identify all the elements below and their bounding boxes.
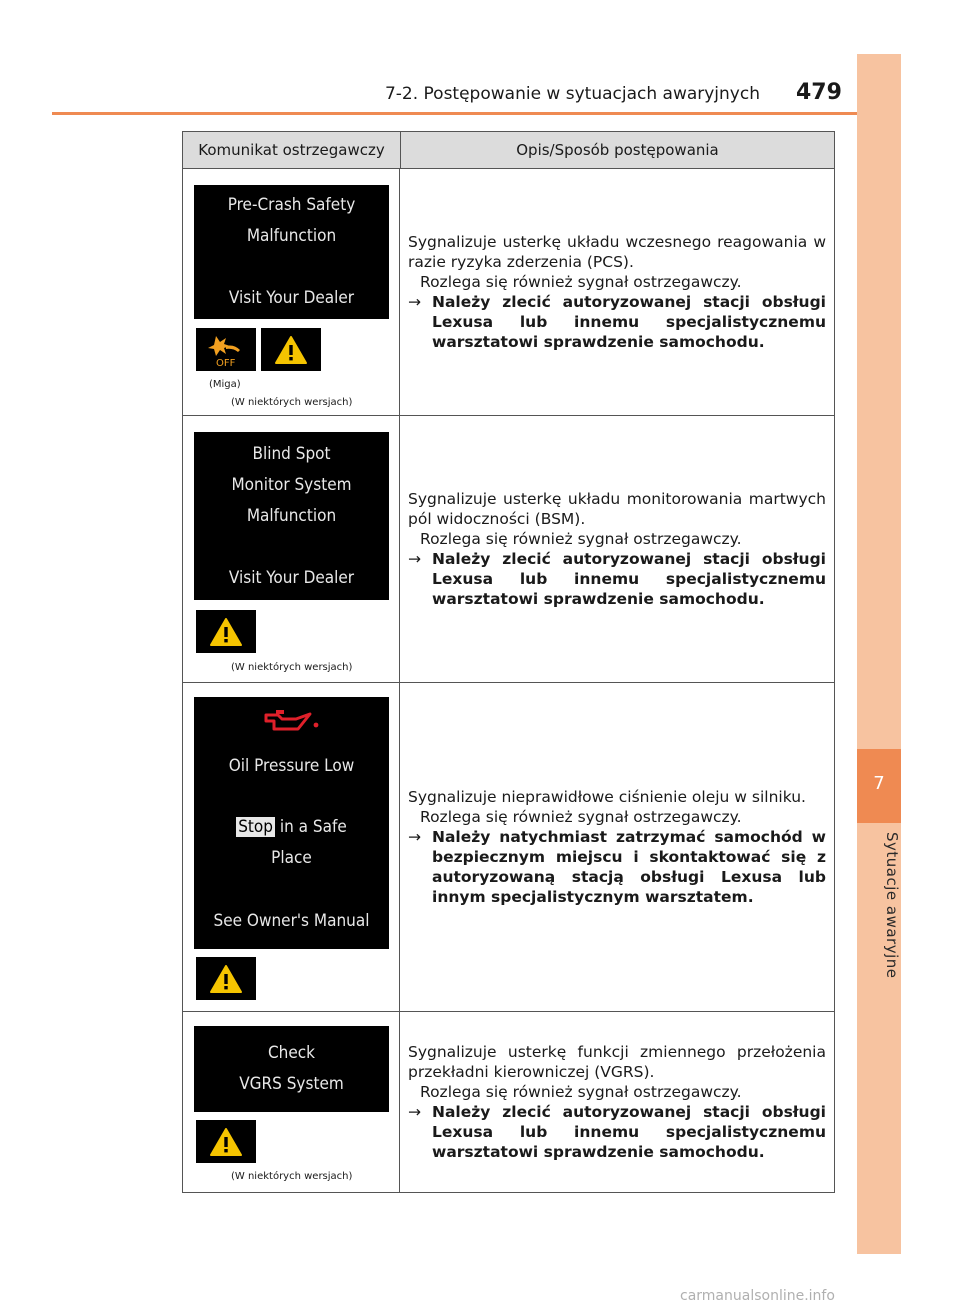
master-warning-indicator [261, 328, 321, 371]
versions-note: (W niektórych wersjach) [231, 1171, 353, 1182]
description-text: Sygnalizuje usterkę układu wczesnego reagowania w razie ryzyka zderzenia (PCS). [408, 233, 826, 271]
screen-line: Malfunction [246, 226, 337, 246]
column-header-description: Opis/Sposób postępowania [516, 141, 719, 159]
description-cell [400, 416, 834, 682]
screen-text: in a Safe [275, 817, 347, 837]
action-instruction [408, 1102, 826, 1162]
pcs-off-icon [204, 332, 248, 368]
message-cell [183, 683, 400, 1011]
message-cell [183, 1012, 400, 1192]
section-title: 7-2. Postępowanie w sytuacjach awaryjnych [384, 84, 760, 104]
screen-line: Pre-Crash Safety [227, 195, 356, 215]
description-cell [400, 683, 834, 1011]
screen-line: Monitor System [231, 474, 352, 495]
buzzer-text: Rozlega się również sygnał ostrzegawczy. [420, 530, 742, 548]
versions-note: (W niektórych wersjach) [231, 397, 353, 408]
chapter-number: 7 [857, 749, 901, 823]
table-row [183, 1012, 834, 1192]
message-cell [183, 169, 400, 415]
watermark: carmanualsonline.info [680, 1288, 835, 1304]
action-text: Należy zlecić autoryzowanej stacji obsługi Lexusa lub innemu specjalistycznemu warsztatowi sprawdzenie samochodu. [432, 1103, 826, 1161]
display-screen [194, 432, 389, 600]
versions-note: (W niektórych wersjach) [231, 662, 353, 673]
screen-line: Malfunction [246, 505, 337, 526]
column-header-message: Komunikat ostrzegawczy [183, 132, 401, 168]
warning-triangle-icon [274, 335, 308, 365]
table-row [183, 169, 834, 416]
description-text: Sygnalizuje usterkę układu monitorowania martwych pól widoczności (BSM). [408, 490, 826, 528]
master-warning-indicator [196, 957, 256, 1000]
arrow-icon: → [408, 1103, 421, 1121]
action-text: Należy zlecić autoryzowanej stacji obsługi Lexusa lub innemu specjalistycznemu warsztatowi sprawdzenie samochodu. [432, 550, 826, 608]
screen-line: See Owner's Manual [213, 911, 370, 931]
screen-line: Oil Pressure Low [228, 756, 355, 776]
stop-word: Stop [238, 817, 273, 837]
display-screen [194, 1026, 389, 1112]
buzzer-text: Rozlega się również sygnał ostrzegawczy. [420, 808, 742, 826]
page-number: 479 [796, 80, 842, 105]
action-text: Należy zlecić autoryzowanej stacji obsługi Lexusa lub innemu specjalistycznemu warsztatowi sprawdzenie samochodu. [432, 293, 826, 351]
master-warning-indicator [196, 610, 256, 653]
description-cell [400, 1012, 834, 1192]
arrow-icon: → [408, 828, 421, 846]
description-cell [400, 169, 834, 415]
buzzer-text: Rozlega się również sygnał ostrzegawczy. [420, 273, 742, 291]
master-warning-indicator [196, 1120, 256, 1163]
pcs-off-label: OFF [216, 357, 236, 368]
arrow-icon: → [408, 293, 421, 311]
screen-line: Check [267, 1043, 316, 1063]
pcs-off-indicator [196, 328, 256, 371]
action-instruction [408, 292, 826, 352]
action-instruction [408, 549, 826, 609]
screen-line: Blind Spot [252, 443, 331, 464]
screen-line-stop [236, 812, 347, 843]
description-text: Sygnalizuje usterkę funkcji zmiennego przełożenia przekładni kierowniczej (VGRS). [408, 1043, 826, 1081]
table-row [183, 683, 834, 1012]
chapter-tab [857, 54, 901, 1254]
arrow-icon: → [408, 550, 421, 568]
table-row [183, 416, 834, 683]
screen-line: Visit Your Dealer [228, 567, 355, 588]
header-divider [52, 112, 900, 115]
action-instruction [408, 827, 826, 907]
blink-note: (Miga) [209, 379, 241, 390]
display-screen [194, 185, 389, 319]
action-text: Należy natychmiast zatrzymać samochód w bezpiecznym miejscu i skontaktować się z autoryzowaną stacją obsługi Lexusa lub innym specjalistycznym warsztatem. [432, 828, 826, 906]
buzzer-text: Rozlega się również sygnał ostrzegawczy. [420, 1083, 742, 1101]
display-screen [194, 697, 389, 949]
screen-line: Visit Your Dealer [228, 288, 355, 308]
warning-triangle-icon [209, 1127, 243, 1157]
screen-line: Place [271, 848, 312, 868]
screen-line: VGRS System [239, 1074, 344, 1094]
chapter-label: Sytuacje awaryjne [883, 831, 901, 979]
table-header [183, 132, 834, 169]
warning-triangle-icon [209, 617, 243, 647]
message-cell [183, 416, 400, 682]
warning-messages-table [182, 131, 835, 1193]
oil-pressure-icon [262, 707, 322, 733]
warning-triangle-icon [209, 964, 243, 994]
description-text: Sygnalizuje nieprawidłowe ciśnienie oleju w silniku. [408, 788, 806, 806]
